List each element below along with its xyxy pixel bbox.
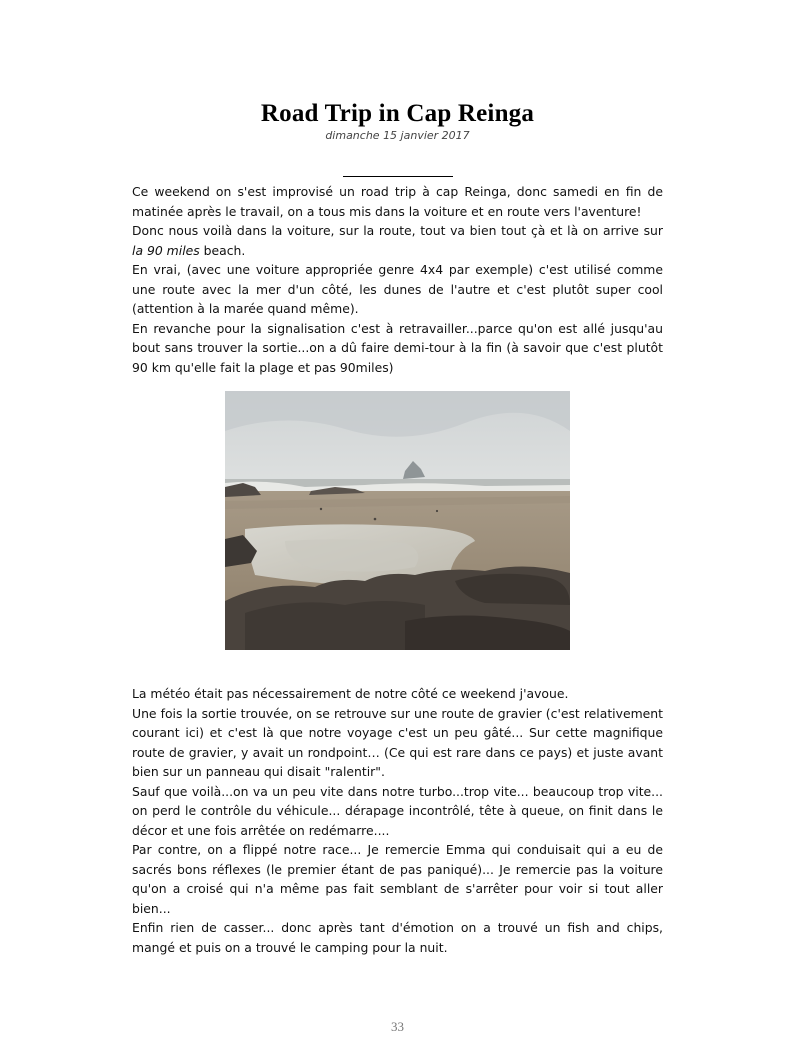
paragraph-text: Donc nous voilà dans la voiture, sur la route, tout va bien tout çà et là on arrive sur: [132, 223, 663, 238]
page-title: Road Trip in Cap Reinga: [260, 100, 535, 127]
paragraph: Sauf que voilà...on va un peu vite dans notre turbo...trop vite... beaucoup trop vite... on perd le contrôle du véhicule... dérapage incontrôlé, tête à queue, on finit dans le décor et une fois arrêtée on redémarre....: [132, 783, 663, 838]
title-divider: [343, 176, 453, 177]
paragraph: La météo était pas nécessairement de notre côté ce weekend j'avoue.: [132, 686, 569, 701]
paragraph: Par contre, on a flippé notre race... Je remercie Emma qui conduisait qui a eu de sacrés bons réflexes (le premier étant de pas paniqué)... Je remercie pas la voiture qu'on a croisé qui n'a même pas fait semblant de s'arrêter pour voir si tout aller bien...: [132, 842, 663, 916]
intro-text: [132, 182, 663, 377]
beach-photo: [225, 391, 570, 650]
body-text: [132, 684, 663, 957]
italic-text: la 90 miles: [132, 242, 200, 258]
paragraph: [132, 221, 663, 260]
paragraph: Enfin rien de casser... donc après tant d'émotion on a trouvé un fish and chips, mangé et puis on a trouvé le camping pour la nuit.: [132, 920, 663, 955]
post-date: dimanche 15 janvier 2017: [325, 129, 470, 142]
paragraph: Ce weekend on s'est improvisé un road trip à cap Reinga, donc samedi en fin de matinée après le travail, on a tous mis dans la voiture et en route vers l'aventure!: [132, 184, 663, 219]
page-number: 33: [391, 1019, 404, 1034]
paragraph: En vrai, (avec une voiture appropriée genre 4x4 par exemple) c'est utilisé comme une route avec la mer d'un côté, les dunes de l'autre et c'est plutôt super cool (attention à la marée quand même).: [132, 262, 663, 316]
paragraph: Une fois la sortie trouvée, on se retrouve sur une route de gravier (c'est relativement courant ici) et c'est là que notre voyage c'est un peu gâté... Sur cette magnifique route de gravier, y avait un rondpoint… (Ce qui est rare dans ce pays) et juste avant bien sur un panneau qui disait "ralentir".: [132, 705, 663, 779]
paragraph-text: beach.: [199, 242, 246, 258]
paragraph: En revanche pour la signalisation c'est à retravailler...parce qu'on est allé jusqu'au bout sans trouver la sortie...on a dû faire demi-tour à la fin (à savoir que c'est plutôt 90 km qu'elle fait la plage et pas 90miles): [132, 320, 663, 375]
